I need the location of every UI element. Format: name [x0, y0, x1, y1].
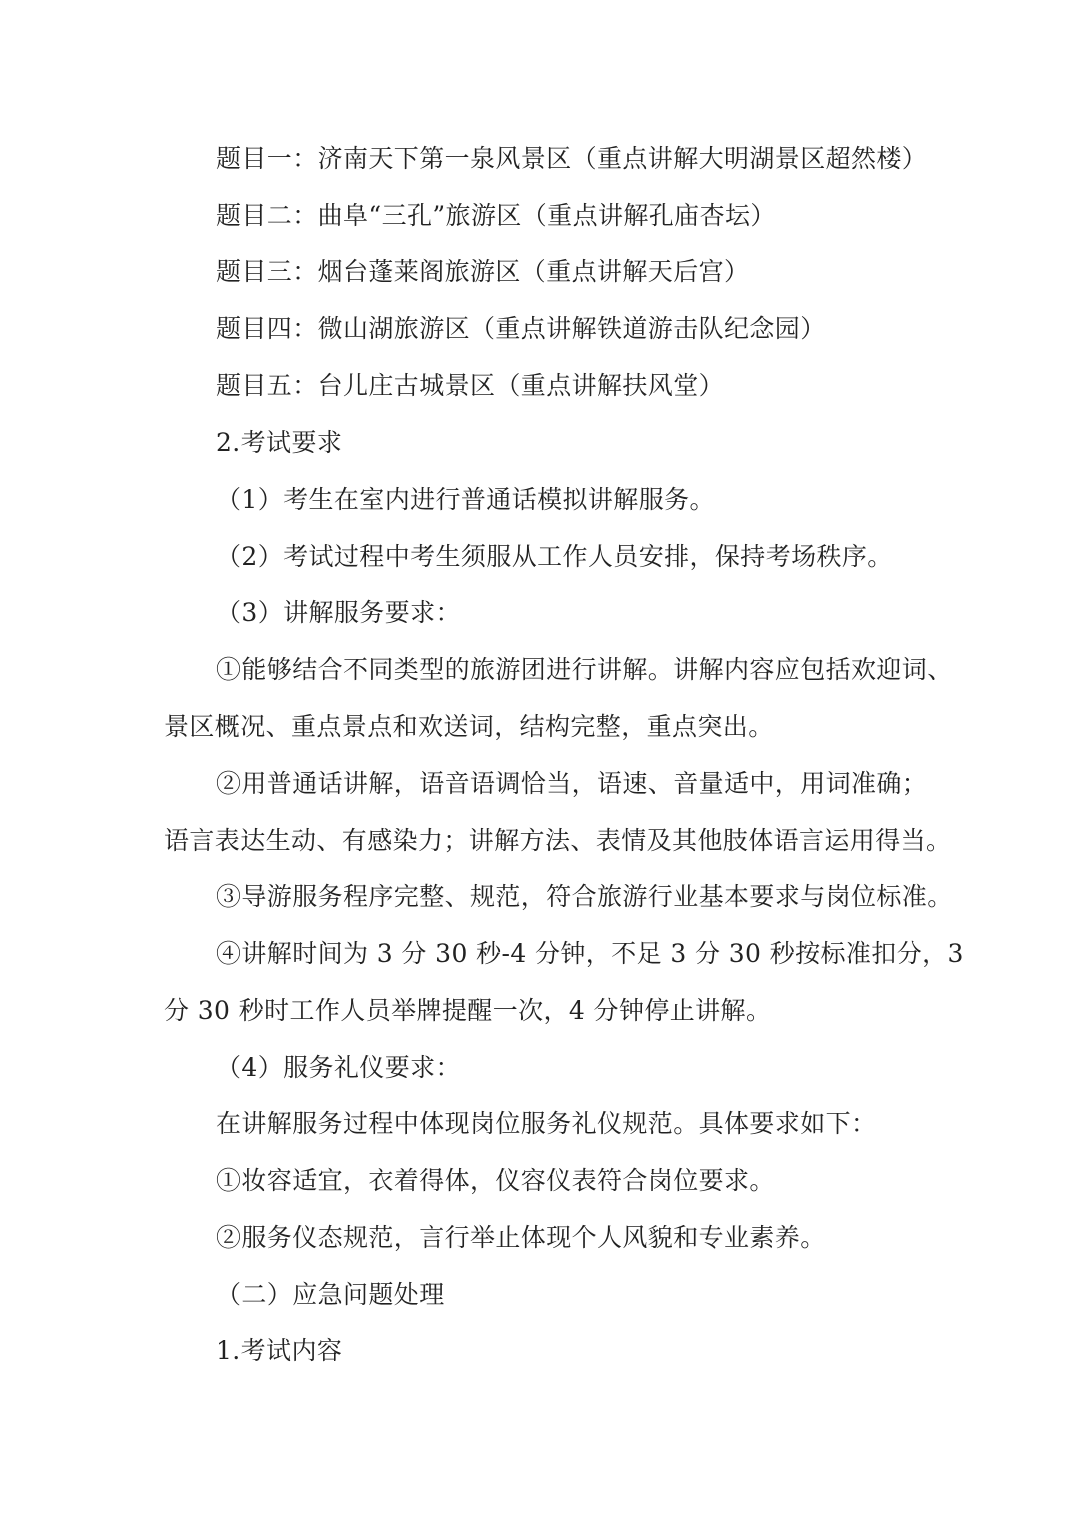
- explanation-item-1-line-2: 景区概况、重点景点和欢送词，结构完整，重点突出。: [164, 712, 774, 741]
- section-heading-exam-content: 1.考试内容: [216, 1336, 343, 1365]
- topic-4-line: 题目四：微山湖旅游区（重点讲解铁道游击队纪念园）: [216, 314, 826, 343]
- topic-1-line: 题目一：济南天下第一泉风景区（重点讲解大明湖景区超然楼）: [216, 144, 928, 173]
- requirement-3-heading: （3）讲解服务要求：: [216, 598, 461, 627]
- explanation-item-4-line-1: ④讲解时间为 3 分 30 秒-4 分钟，不足 3 分 30 秒按标准扣分，3: [216, 939, 964, 968]
- etiquette-intro-line: 在讲解服务过程中体现岗位服务礼仪规范。具体要求如下：: [216, 1109, 877, 1138]
- explanation-item-3-line: ③导游服务程序完整、规范，符合旅游行业基本要求与岗位标准。: [216, 882, 953, 911]
- requirement-2-line: （2）考试过程中考生须服从工作人员安排，保持考场秩序。: [216, 542, 893, 571]
- section-heading-emergency: （二）应急问题处理: [216, 1280, 445, 1309]
- topic-2-line: 题目二：曲阜“三孔”旅游区（重点讲解孔庙杏坛）: [216, 201, 776, 230]
- topic-5-line: 题目五：台儿庄古城景区（重点讲解扶风堂）: [216, 371, 725, 400]
- explanation-item-2-line-1: ②用普通话讲解，语音语调恰当，语速、音量适中，用词准确；: [216, 769, 928, 798]
- topic-3-line: 题目三：烟台蓬莱阁旅游区（重点讲解天后宫）: [216, 257, 750, 286]
- requirement-1-line: （1）考生在室内进行普通话模拟讲解服务。: [216, 485, 715, 514]
- explanation-item-1-line-1: ①能够结合不同类型的旅游团进行讲解。讲解内容应包括欢迎词、: [216, 655, 953, 684]
- explanation-item-2-line-2: 语言表达生动、有感染力；讲解方法、表情及其他肢体语言运用得当。: [164, 826, 952, 855]
- requirement-4-heading: （4）服务礼仪要求：: [216, 1053, 461, 1082]
- etiquette-item-1-line: ①妆容适宜，衣着得体，仪容仪表符合岗位要求。: [216, 1166, 775, 1195]
- explanation-item-4-line-2: 分 30 秒时工作人员举牌提醒一次，4 分钟停止讲解。: [164, 996, 772, 1025]
- etiquette-item-2-line: ②服务仪态规范，言行举止体现个人风貌和专业素养。: [216, 1223, 826, 1252]
- section-heading-exam-requirements: 2.考试要求: [216, 428, 343, 457]
